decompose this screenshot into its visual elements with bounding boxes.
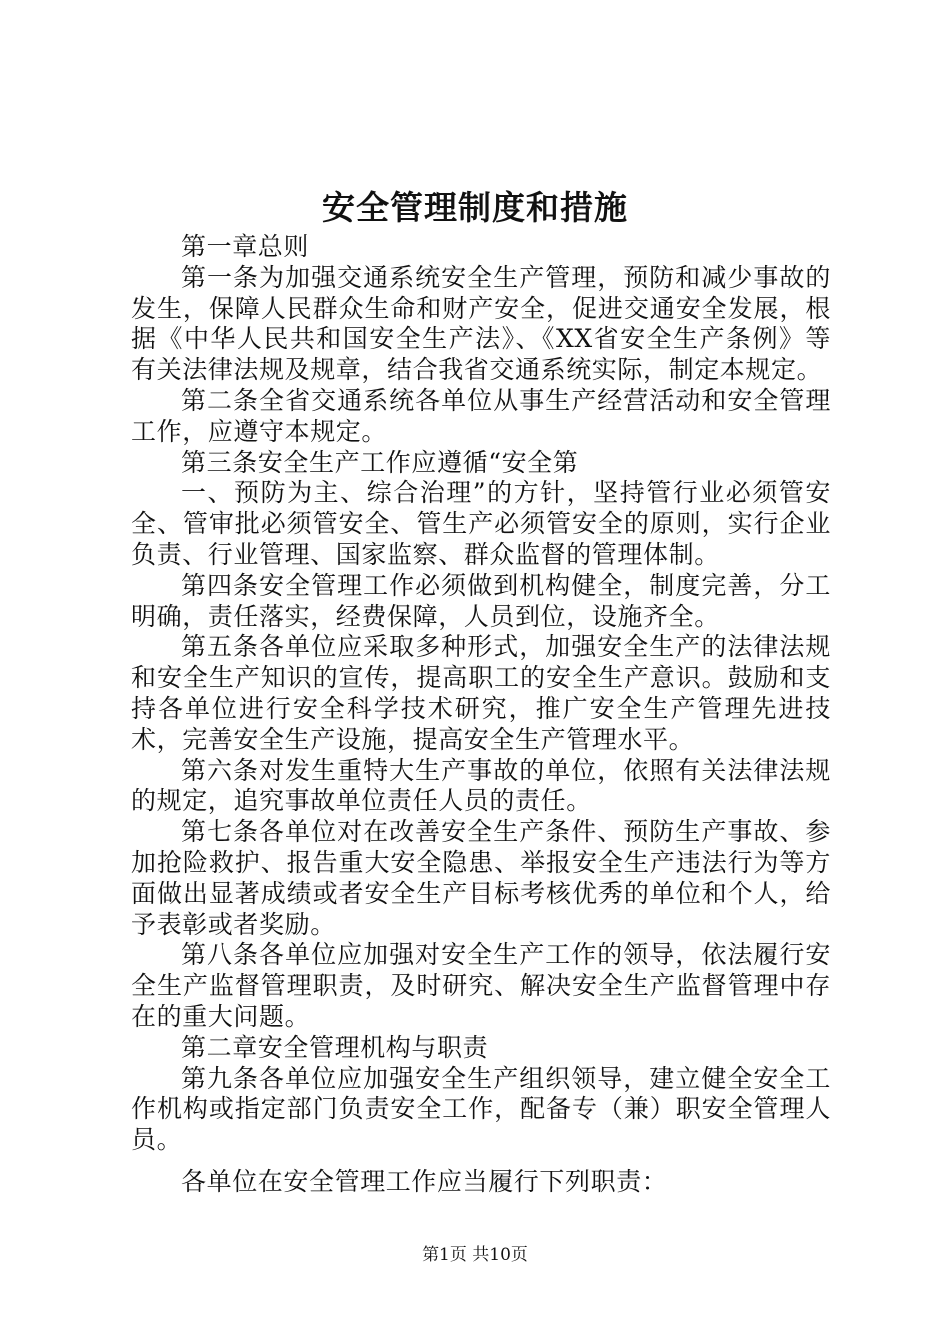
page-number-footer: 第1页 共10页	[422, 1245, 528, 1265]
article-paragraph: 第六条对发生重特大生产事故的单位，依照有关法律法规的规定，追究事故单位责任人员的责任。	[131, 755, 831, 816]
article-paragraph: 第二条全省交通系统各单位从事生产经营活动和安全管理工作，应遵守本规定。	[131, 385, 831, 446]
chapter-heading: 第一章总则	[181, 232, 310, 261]
chapter-heading: 第二章安全管理机构与职责	[181, 1032, 489, 1062]
article-paragraph: 第七条各单位对在改善安全生产条件、预防生产事故、参加抢险救护、报告重大安全隐患、举报安全生产违法行为等方面做出显著成绩或者安全生产目标考核优秀的单位和个人，给予表彰或者奖励。	[131, 817, 831, 939]
article-paragraph: 第四条安全管理工作必须做到机构健全，制度完善，分工明确，责任落实，经费保障，人员到位，设施齐全。	[131, 570, 831, 631]
article-paragraph: 第五条各单位应采取多种形式，加强安全生产的法律法规和安全生产知识的宣传，提高职工的安全生产意识。鼓励和支持各单位进行安全科学技术研究，推广安全生产管理先进技术，完善安全生产设施，提高安全生产管理水平。	[131, 632, 831, 754]
article-paragraph: 第八条各单位应加强对安全生产工作的领导，依法履行安全生产监督管理职责，及时研究、解决安全生产监督管理中存在的重大问题。	[131, 940, 831, 1031]
document-title: 安全管理制度和措施	[322, 188, 628, 227]
article-paragraph: 第九条各单位应加强安全生产组织领导，建立健全安全工作机构或指定部门负责安全工作，配备专（兼）职安全管理人员。	[131, 1063, 831, 1155]
article-paragraph: 第一条为加强交通系统安全生产管理，预防和减少事故的发生，保障人民群众生命和财产安全，促进交通安全发展，根据《中华人民共和国安全生产法》、《XX省安全生产条例》等有关法律法规及规章，结合我省交通系统实际，制定本规定。	[131, 262, 831, 385]
article-paragraph: 各单位在安全管理工作应当履行下列职责：	[181, 1166, 668, 1196]
article-paragraph: 第三条安全生产工作应遵循“安全第	[181, 447, 579, 477]
article-paragraph: 一、预防为主、综合治理”的方针，坚持管行业必须管安全、管审批必须管安全、管生产必须管安全的原则，实行企业负责、行业管理、国家监察、群众监督的管理体制。	[131, 478, 831, 569]
document-body	[131, 232, 831, 1198]
